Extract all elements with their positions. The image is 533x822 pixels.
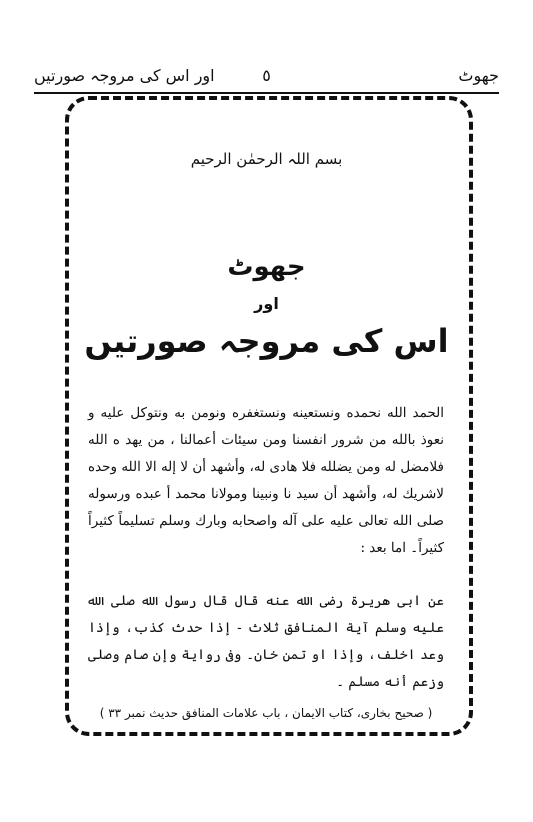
header-rule (34, 92, 499, 94)
title-line-2: اور (254, 294, 279, 313)
opening-praise-paragraph: الحمد الله نحمده ونستعينه ونستغفره ونومن به ونتوكل عليه و نعوذ بالله من شرور انفسنا ومن سيئات أعمالنا ، من يهد ه الله فلامضل له ومن يضلله فلا هادى له، وأشهد أن لا إله الا الله وحده لاشريك له، وأشهد أن سيد نا ونبينا ومولانا محمد أ عبده ورسوله صلى الله تعالى عليه على آله واصحابه وبارك وسلم تسليماً كثيراً كثيراً۔ اما بعد : (88, 405, 444, 556)
header-chapter-title: اور اس کی مروجہ صورتیں (34, 66, 215, 85)
hadith-reference: ( صحیح بخاری، کتاب الایمان ، باب علامات المنافق حدیث نمبر ٣٣ ) (99, 706, 433, 720)
hadith-paragraph: عن ابى هريرة رضى الله عنه قال قال رسول الله صلى الله عليه وسلم آية المنافق ثلاث - إذا حدث كذب، وإذا وعد اخلف، وإذا او تمن خان۔ وفى رواية وإن صام وصلى وزعم أنه مسلم ۔ (88, 593, 444, 690)
page-number: ٥ (262, 66, 271, 85)
page-header (34, 66, 499, 92)
title-line-3: اس کی مروجہ صورتیں (84, 322, 449, 360)
header-book-title: جھوٹ (458, 66, 499, 85)
title-line-1: جھوٹ (227, 252, 306, 282)
basmala: بسم اللہ الرحمٰن الرحیم (190, 150, 343, 168)
